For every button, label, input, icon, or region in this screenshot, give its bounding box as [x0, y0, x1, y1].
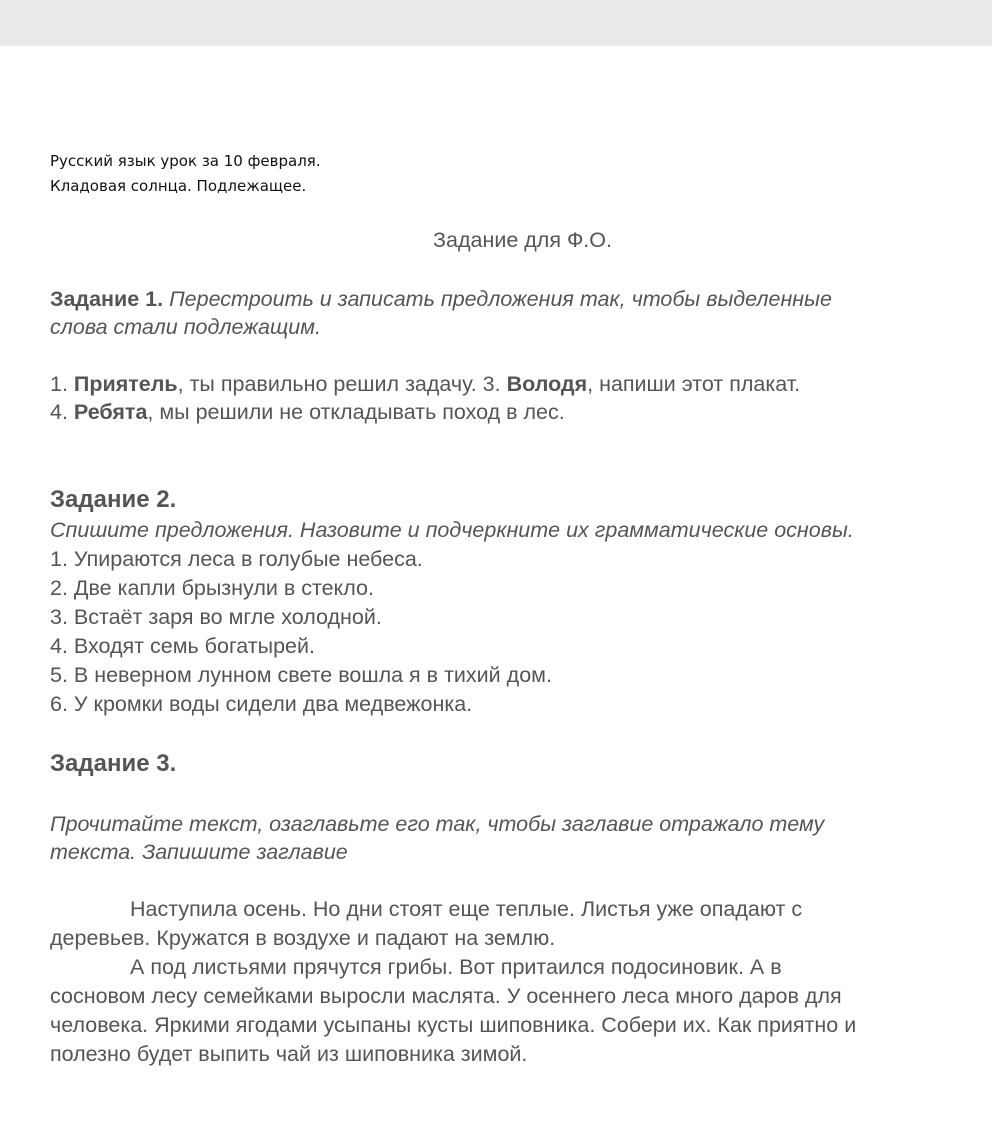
task3-text-line — [50, 895, 990, 924]
s4-rest: , мы решили не откладывать поход в лес. — [147, 400, 565, 424]
task3-instruction-a: Прочитайте текст, озаглавьте его так, чтобы заглавие отражало тему — [50, 812, 825, 836]
s1-bold-word: Приятель — [73, 372, 178, 396]
task3-text-line — [50, 953, 990, 982]
task1-heading-line — [50, 285, 990, 314]
task2-item: 3. Встаёт заря во мгле холодной. — [50, 605, 382, 629]
s4-number: 4. — [50, 400, 74, 424]
task2-label: Задание 2. — [50, 486, 177, 513]
task3-text-content: А под листьями прячутся грибы. Вот притаился подосиновик. А в — [130, 955, 782, 979]
task3-label: Задание 3. — [50, 750, 177, 777]
task3-instruction-b: текста. Запишите заглавие — [50, 840, 348, 864]
task1-label: Задание 1. — [50, 287, 164, 311]
task1-instruction-b: слова стали подлежащим. — [50, 315, 321, 339]
s1-rest: , ты правильно решил задачу. 3. — [177, 372, 507, 396]
top-toolbar-bar — [0, 0, 992, 46]
task3-text-line: деревьев. Кружатся в воздухе и падают на землю. — [50, 926, 556, 950]
task3-text-line: полезно будет выпить чай из шиповника зимой. — [50, 1042, 528, 1066]
task3-heading-line — [50, 750, 990, 779]
task3-text-line: сосновом лесу семейками выросли маслята. У осеннего леса много даров для — [50, 984, 842, 1008]
s3-bold-word: Володя — [506, 372, 588, 396]
task1-instruction-a: Перестроить и записать предложения так, чтобы выделенные — [169, 287, 832, 311]
lesson-header-line-1: Русский язык урок за 10 февраля. — [50, 152, 321, 170]
lesson-header-line-2: Кладовая солнца. Подлежащее. — [50, 177, 307, 195]
task2-item: 5. В неверном лунном свете вошла я в тихий дом. — [50, 663, 552, 687]
s3-rest: , напиши этот плакат. — [587, 372, 801, 396]
task2-item: 6. У кромки воды сидели два медвежонка. — [50, 692, 473, 716]
task2-item: 1. Упираются леса в голубые небеса. — [50, 547, 423, 571]
task2-instruction: Спишите предложения. Назовите и подчеркните их грамматические основы. — [50, 518, 854, 542]
s4-bold-word: Ребята — [73, 400, 148, 424]
task2-item: 4. Входят семь богатырей. — [50, 634, 315, 658]
task2-item: 2. Две капли брызнули в стекло. — [50, 576, 374, 600]
task1-sentence-line-1 — [50, 370, 990, 399]
task3-text-line: человека. Яркими ягодами усыпаны кусты шиповника. Собери их. Как приятно и — [50, 1013, 857, 1037]
s1-number: 1. — [50, 372, 74, 396]
task3-text-content: Наступила осень. Но дни стоят еще теплые. Листья уже опадают с — [130, 897, 803, 921]
task2-heading-line — [50, 486, 990, 515]
page-title: Задание для Ф.О. — [433, 228, 612, 252]
task1-sentence-line-2 — [50, 398, 990, 427]
